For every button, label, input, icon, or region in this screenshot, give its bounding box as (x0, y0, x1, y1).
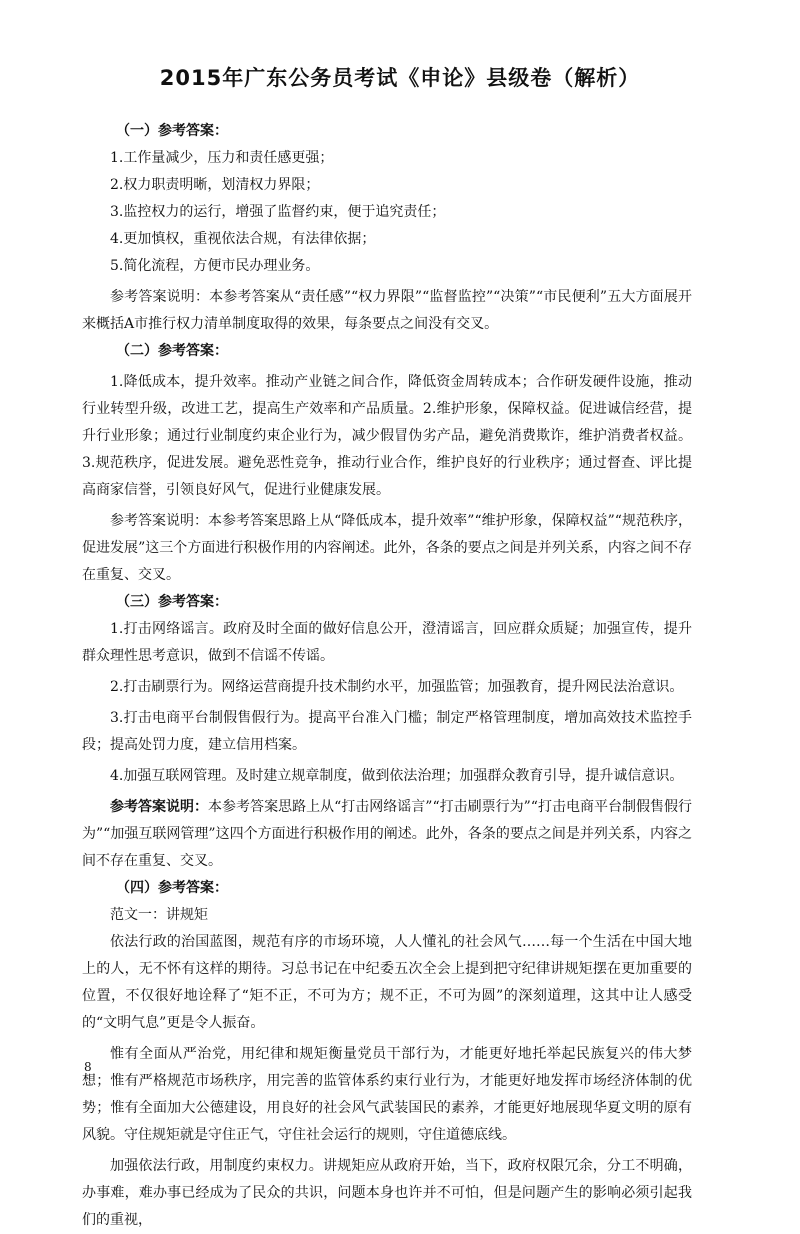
section-1-item: 2.权力职责明晰，划清权力界限； (110, 177, 320, 193)
section-4-heading: （四）参考答案： (116, 880, 228, 896)
section-1-heading: （一）参考答案： (116, 123, 228, 139)
page-title: 2015年广东公务员考试《申论》县级卷（解析） (159, 66, 641, 90)
section-1-item: 5.简化流程，方便市民办理业务。 (110, 258, 320, 274)
essay-paragraph: 惟有全面从严治党，用纪律和规矩衡量党员干部行为，才能更好地托举起民族复兴的伟大梦想；惟有严格规范市场秩序，用完善的监管体系约束行业行为，才能更好地发挥市场经济体制的优势；惟有全面加大公德建设，用良好的社会风气武装国民的素养，才能更好地展现华夏文明的原有风貌。守住规矩就是守住正气，守住社会运行的规则，守住道德底线。 (82, 1046, 692, 1143)
section-1-item: 4.更加慎权，重视依法合规，有法律依据； (110, 231, 376, 247)
section-1-item: 1.工作量减少，压力和责任感更强； (110, 150, 334, 166)
essay-paragraph: 加强依法行政，用制度约束权力。讲规矩应从政府开始，当下，政府权限冗余，分工不明确，办事难，难办事已经成为了民众的共识，问题本身也许并不可怕，但是问题产生的影响必须引起我们的重视， (82, 1158, 692, 1228)
section-1-item: 3.监控权力的运行，增强了监督约束，便于追究责任； (110, 204, 446, 220)
section-3-note-lead: 参考答案说明： (110, 799, 209, 815)
section-3-note-text: 本参考答案思路上从“打击网络谣言”“打击刷票行为”“打击电商平台制假售假行为”“加强互联网管理”这四个方面进行积极作用的阐述。此外，各条的要点之间是并列关系，内容之间不存在重复、交叉。 (82, 799, 692, 869)
section-3-item: 1.打击网络谣言。政府及时全面的做好信息公开，澄清谣言，回应群众质疑；加强宣传，提升群众理性思考意识，做到不信谣不传谣。 (82, 621, 692, 664)
section-2-body: 1.降低成本，提升效率。推动产业链之间合作，降低资金周转成本；合作研发硬件设施，推动行业转型升级，改进工艺，提高生产效率和产品质量。2.维护形象，保障权益。促进诚信经营，提升行业形象；通过行业制度约束企业行为，减少假冒伪劣产品，避免消费欺诈，维护消费者权益。3.规范秩序，促进发展。避免恶性竞争，推动行业合作，维护良好的行业秩序；通过督查、评比提高商家信誉，引领良好风气，促进行业健康发展。 (82, 374, 692, 498)
section-2-note: 参考答案说明：本参考答案思路上从“降低成本，提升效率”“维护形象，保障权益”“规范秩序，促进发展”这三个方面进行积极作用的内容阐述。此外，各条的要点之间是并列关系，内容之间不存在重复、交叉。 (82, 513, 692, 583)
section-3-item: 2.打击刷票行为。网络运营商提升技术制约水平，加强监管；加强教育，提升网民法治意识。 (110, 679, 684, 695)
section-1-note: 参考答案说明：本参考答案从“责任感”“权力界限”“监督监控”“决策”“市民便利”五大方面展开来概括A市推行权力清单制度取得的效果，每条要点之间没有交叉。 (82, 289, 692, 332)
page-number: 8 (84, 1060, 92, 1074)
section-3-heading: （三）参考答案： (116, 594, 228, 610)
section-3-item: 4.加强互联网管理。及时建立规章制度，做到依法治理；加强群众教育引导，提升诚信意识。 (110, 768, 684, 784)
essay-title: 范文一：讲规矩 (110, 907, 208, 923)
section-2-heading: （二）参考答案： (116, 343, 228, 359)
document-body (82, 118, 692, 1234)
section-3-item: 3.打击电商平台制假售假行为。提高平台准入门槛；制定严格管理制度，增加高效技术监控手段；提高处罚力度，建立信用档案。 (82, 710, 692, 753)
section-3-note (82, 794, 692, 875)
essay-paragraph: 依法行政的治国蓝图，规范有序的市场环境，人人懂礼的社会风气……每一个生活在中国大地上的人，无不怀有这样的期待。习总书记在中纪委五次全会上提到把守纪律讲规矩摆在更加重要的位置，不仅很好地诠释了“矩不正，不可为方；规不正，不可为圆”的深刻道理，这其中让人感受的“文明气息”更是令人振奋。 (82, 934, 692, 1031)
